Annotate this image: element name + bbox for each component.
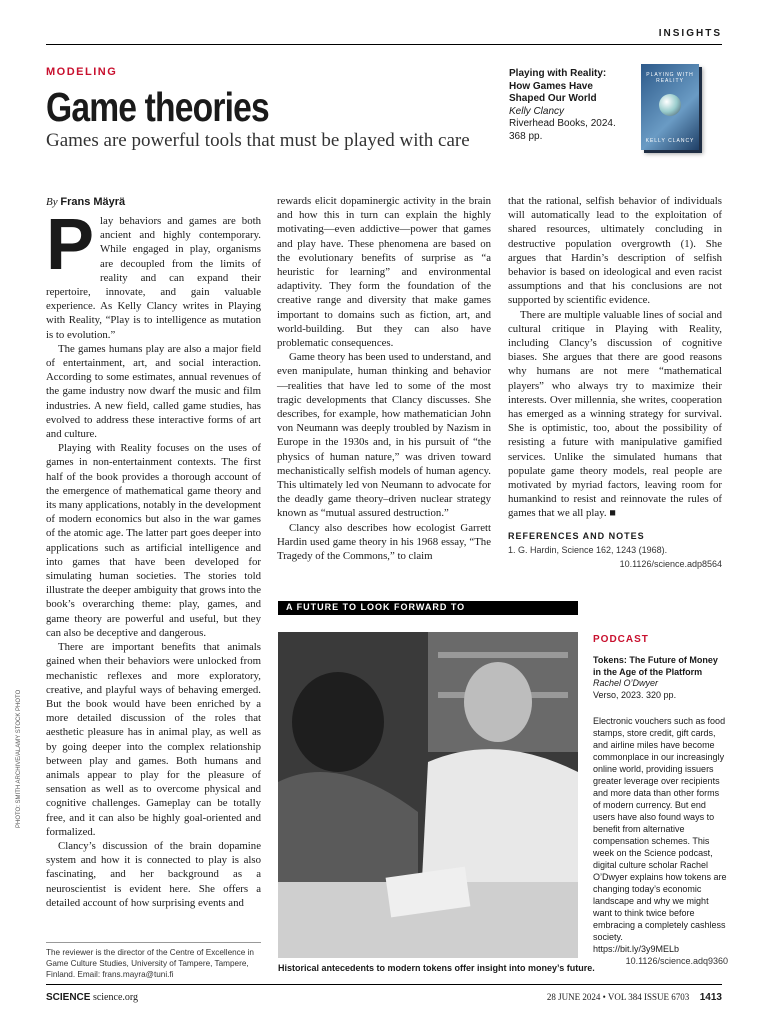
podcast-kicker: PODCAST — [593, 634, 649, 645]
book-cover-title: PLAYING WITH REALITY — [646, 72, 694, 84]
historical-photo — [278, 632, 578, 958]
book-title: Playing with Reality: How Games Have Shaped Our World — [509, 68, 607, 104]
book-info — [509, 68, 629, 143]
article-title: Game theories — [46, 84, 269, 130]
book-cover-author: KELLY CLANCY — [645, 138, 695, 144]
footer-journal: SCIENCE — [46, 992, 91, 1003]
podcast-book-title: Tokens: The Future of Money in the Age of the Platform — [593, 655, 718, 677]
column-2 — [277, 194, 491, 563]
future-section-bar — [278, 601, 578, 615]
future-section-label: A FUTURE TO LOOK FORWARD TO — [286, 602, 466, 612]
podcast-link[interactable]: https://bit.ly/3y9MELb — [593, 944, 680, 954]
book-cover-image — [641, 64, 699, 150]
podcast-text: Electronic vouchers such as food stamps, store credit, gift cards, and airline miles have become commonplace in our increasingly online world, providing issuers greater leverage over recipients and more data than other forms of modern currency. But end users have also found ways to benefit from alternative compensation schemes. This week on the Science podcast, digital culture scholar Rachel O’Dwyer explains how tokens are changing today’s economic landscape and why we might want to think twice before embracing a completely cashless society. — [593, 716, 727, 942]
photo-caption: Historical antecedents to modern tokens offer insight into money’s future. — [278, 963, 595, 973]
photo-credit: PHOTO: SMITH ARCHIVE/ALAMY STOCK PHOTO — [16, 689, 22, 828]
col1-paragraph-2: The games humans play are also a major field of entertainment, art, and social interaction. According to some estimates, annual revenues of the game industry now dwarf the music and film industries. A new field, called game studies, has evolved to address these interactive forms of art and culture. — [46, 342, 261, 441]
section-label: INSIGHTS — [658, 28, 722, 39]
podcast-book-info — [593, 655, 728, 701]
footer-site: science.org — [92, 992, 139, 1003]
column-1 — [46, 205, 261, 910]
byline-author: Frans Mäyrä — [60, 196, 126, 208]
col2-paragraph-2: Game theory has been used to understand, and even manipulate, human thinking and behavior—realities that have led to some of the most tragic developments that Clancy discusses. She describes, for example, how mathematician John von Neumann was deeply troubled by Nazism in Europe in the 1930s and, in his pursuit of “the physics of human nature,” was driven toward mechanistically selfish models of human agency. This ultimately led von Neumann to advocate for the deadly game theory–driven nuclear strategy known as “mutual assured destruction.” — [277, 351, 491, 520]
col1-paragraph-3: Playing with Reality focuses on the uses of games in non-entertainment contexts. The first half of the book provides a thorough account of the emergence of mathematical game theory and its many applications, notably in the development of modern economics but also in the war games of the atomic age. The latter part goes deeper into applications such as artificial intelligence and into games that have been developed for simulating human societies. The stories told illustrate the deeper ambiguity that grows into the book’s overarching theme: play, games, and game theory are powerful and useful, but they can also be deceptive and dangerous. — [46, 442, 261, 639]
globe-icon — [659, 94, 681, 116]
col3-paragraph-1: that the rational, selfish behavior of individuals will automatically lead to the exploitation of shared resources, ultimately concluding in destructive population overgrowth (1). She argues that Hardin’s description of selfish behavior is based on ideological and even racist assumptions and that his conclusions are not supported by scientific evidence. — [508, 195, 722, 307]
podcast-body — [593, 715, 728, 967]
podcast-doi: 10.1126/science.adq9360 — [625, 956, 728, 966]
col1-paragraph-5: Clancy’s discussion of the brain dopamine system and how it is connected to play is also fascinating, and her background as a neuroscientist is evident here. She offers a detailed account of how surprising events and — [46, 839, 261, 909]
col1-paragraph-4: There are important benefits that animals gained when their behaviors were unlocked from mechanistic reflexes and more exploratory, creative, and playful ways of behaving emerged. But the book would have been enriched by a more detailed discussion of the roles that aesthetic pleasure has in animal play, as well as by going deeper into the complex relationship between play and games. Both humans and animals appear to play for the pleasure of sensation as well as to overcome physical and cognitive challenges. Gameplay can be totally free, and it can also be highly goal-oriented and formalized. — [46, 641, 261, 838]
page-number: 1413 — [699, 992, 722, 1003]
photo-illustration — [278, 632, 578, 958]
reference-1: 1. G. Hardin, Science 162, 1243 (1968). — [508, 544, 668, 555]
column-3 — [508, 194, 722, 571]
col3-paragraph-2: There are multiple valuable lines of social and cultural critique in Playing with Reality, including Clancy’s discussion of cognitive biases. She argues that there are good reasons why humans are not mere “mathematical players” who always try to maximize their interests. Over millennia, she writes, cooperation has emerged as a winning strategy for survival. She is optimistic, too, about the possibility of resisting a future with manipulative gamified services. Unlike the simulated humans that populate game theory models, real people are motivated by myriad factors, leaving room for humankind to resist and reinnovate the rules of games that we all play. ■ — [508, 308, 722, 520]
book-publisher: Riverhead Books, 2024. — [509, 118, 616, 129]
book-pages: 368 pp. — [509, 130, 543, 142]
article-kicker: MODELING — [46, 66, 118, 78]
reviewer-note: The reviewer is the director of the Centre of Excellence in Game Culture Studies, University of Tampere, Tampere, Finland. Email: frans.mayra@tuni.fi — [46, 942, 261, 980]
footer-issue: 28 JUNE 2024 • VOL 384 ISSUE 6703 — [546, 992, 690, 1002]
article-deck: Games are powerful tools that must be played with care — [46, 130, 470, 151]
references-heading: REFERENCES AND NOTES — [508, 530, 645, 541]
podcast-book-author: Rachel O’Dwyer — [593, 678, 659, 688]
book-author: Kelly Clancy — [509, 105, 565, 117]
footer-right — [547, 992, 722, 1003]
col1-paragraph-1: lay behaviors and games are both ancient and highly contemporary. While engaged in play, organisms are decoupled from the limits of reality and can expand their repertoire, innovate, and gain valuable experience. As Kelly Clancy writes in Playing with Reality, “Play is to intelligence as mutation is to evolution.” — [46, 215, 261, 341]
podcast-book-publisher: Verso, 2023. 320 pp. — [593, 689, 677, 700]
drop-cap: P — [46, 205, 95, 285]
byline-prefix: By — [46, 196, 58, 208]
header-rule — [46, 44, 722, 45]
col2-paragraph-3: Clancy also describes how ecologist Garrett Hardin used game theory in his 1968 essay, “The Tragedy of the Commons,” to claim — [277, 521, 491, 563]
footer-rule — [46, 984, 722, 985]
article-doi: 10.1126/science.adp8564 — [619, 559, 722, 570]
footer-left — [46, 992, 138, 1003]
col2-paragraph-1: rewards elicit dopaminergic activity in the brain and how this in turn can explain the highly motivating—even addictive—power that games and play have. These phenomena are based on the evolutionary benefits of surprise as “a heuristic for learning” and environmental adaptivity. They form the foundation of the creative range and diversity that make games important to domains such as fiction, art, and world-building. But they can also have problematic consequences. — [277, 195, 491, 350]
